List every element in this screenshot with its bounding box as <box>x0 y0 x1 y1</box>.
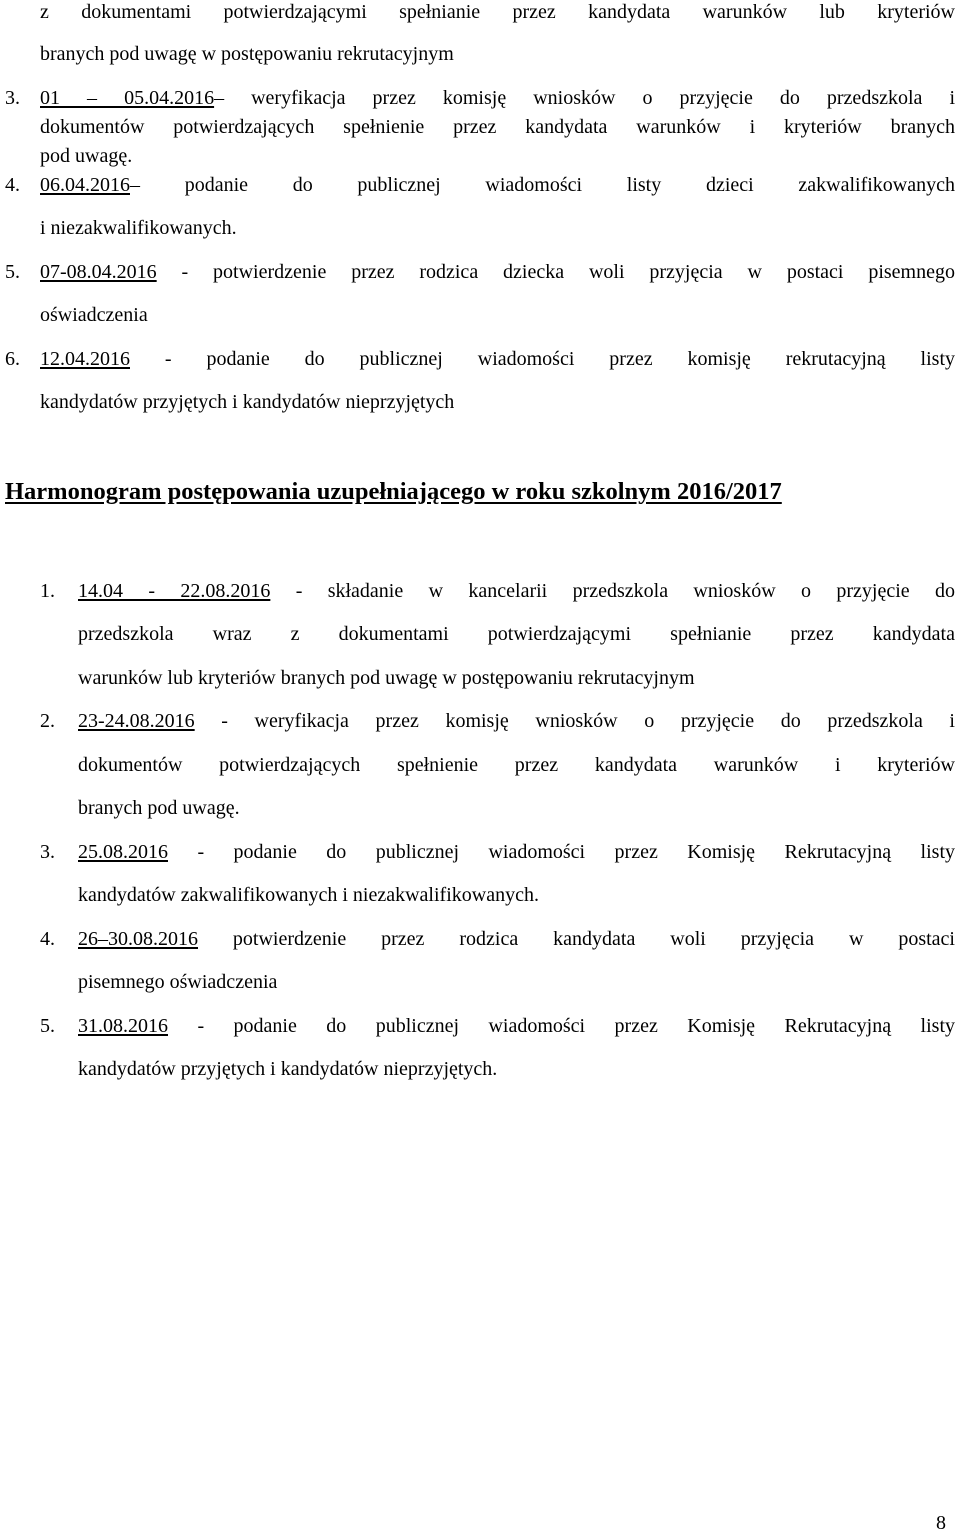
date: 14.04 - 22.08.2016 <box>78 580 271 602</box>
list-number: 5. <box>40 1015 55 1037</box>
list-item-line: kandydatów przyjętych i kandydatów nieprzyjętych <box>40 391 455 413</box>
list-item-line: kandydatów zakwalifikowanych i niezakwalifikowanych. <box>78 884 539 906</box>
date: 31.08.2016 <box>78 1015 168 1037</box>
date: 26–30.08.2016 <box>78 928 198 950</box>
list-number: 6. <box>5 348 20 370</box>
list-item-line: dokumentów potwierdzających spełnienie przez kandydata warunków i kryteriów <box>78 754 955 776</box>
list-item <box>40 260 955 284</box>
list-item <box>40 347 955 371</box>
section-heading: Harmonogram postępowania uzupełniającego w roku szkolnym 2016/2017 <box>5 478 782 505</box>
item-text: - podanie do publicznej wiadomości przez Komisję Rekrutacyjną listy <box>168 841 955 863</box>
list-item-line: i niezakwalifikowanych. <box>40 217 237 239</box>
list-item-line: branych pod uwagę. <box>78 797 240 819</box>
list-item-line: warunków lub kryteriów branych pod uwagę w postępowaniu rekrutacyjnym <box>78 667 695 689</box>
list-item <box>40 173 955 197</box>
list-number: 3. <box>40 841 55 863</box>
list-item-continuation: branych pod uwagę w postępowaniu rekrutacyjnym <box>40 43 454 65</box>
item-text: - weryfikacja przez komisję wniosków o przyjęcie do przedszkola i <box>194 710 955 732</box>
item-text: – weryfikacja przez komisję wniosków o przyjęcie do przedszkola i <box>214 87 956 109</box>
list-item-line: przedszkola wraz z dokumentami potwierdzającymi spełnianie przez kandydata <box>78 623 955 645</box>
page-number: 8 <box>936 1512 946 1534</box>
list-number: 4. <box>5 174 20 196</box>
list-item-line: pisemnego oświadczenia <box>78 971 278 993</box>
item-text: - podanie do publicznej wiadomości przez komisję rekrutacyjną listy <box>130 348 955 370</box>
list-number: 4. <box>40 928 55 950</box>
date: 23-24.08.2016 <box>78 710 195 732</box>
list-item-continuation: z dokumentami potwierdzającymi spełnianie przez kandydata warunków lub kryteriów <box>40 1 955 23</box>
date: 12.04.2016 <box>40 348 130 370</box>
item-text: potwierdzenie przez rodzica kandydata woli przyjęcia w postaci <box>198 928 955 950</box>
list-item <box>78 840 955 864</box>
list-item <box>40 86 955 110</box>
list-item-line: kandydatów przyjętych i kandydatów nieprzyjętych. <box>78 1058 498 1080</box>
list-number: 1. <box>40 580 55 602</box>
list-number: 2. <box>40 710 55 732</box>
list-number: 3. <box>5 87 20 109</box>
list-item <box>78 1014 955 1038</box>
list-item-line: oświadczenia <box>40 304 148 326</box>
item-text: – podanie do publicznej wiadomości listy dzieci zakwalifikowanych <box>130 174 955 196</box>
list-number: 5. <box>5 261 20 283</box>
date: 01 – 05.04.2016 <box>40 87 215 109</box>
item-text: - potwierdzenie przez rodzica dziecka woli przyjęcia w postaci pisemnego <box>156 261 955 283</box>
list-item <box>78 709 955 733</box>
date: 25.08.2016 <box>78 841 168 863</box>
list-item-line: pod uwagę. <box>40 145 133 167</box>
list-item-line: dokumentów potwierdzających spełnienie przez kandydata warunków i kryteriów branych <box>40 116 955 138</box>
list-item <box>78 927 955 951</box>
item-text: - składanie w kancelarii przedszkola wniosków o przyjęcie do <box>270 580 955 602</box>
date: 06.04.2016 <box>40 174 130 196</box>
list-item <box>78 579 955 603</box>
date: 07-08.04.2016 <box>40 261 157 283</box>
item-text: - podanie do publicznej wiadomości przez Komisję Rekrutacyjną listy <box>168 1015 955 1037</box>
